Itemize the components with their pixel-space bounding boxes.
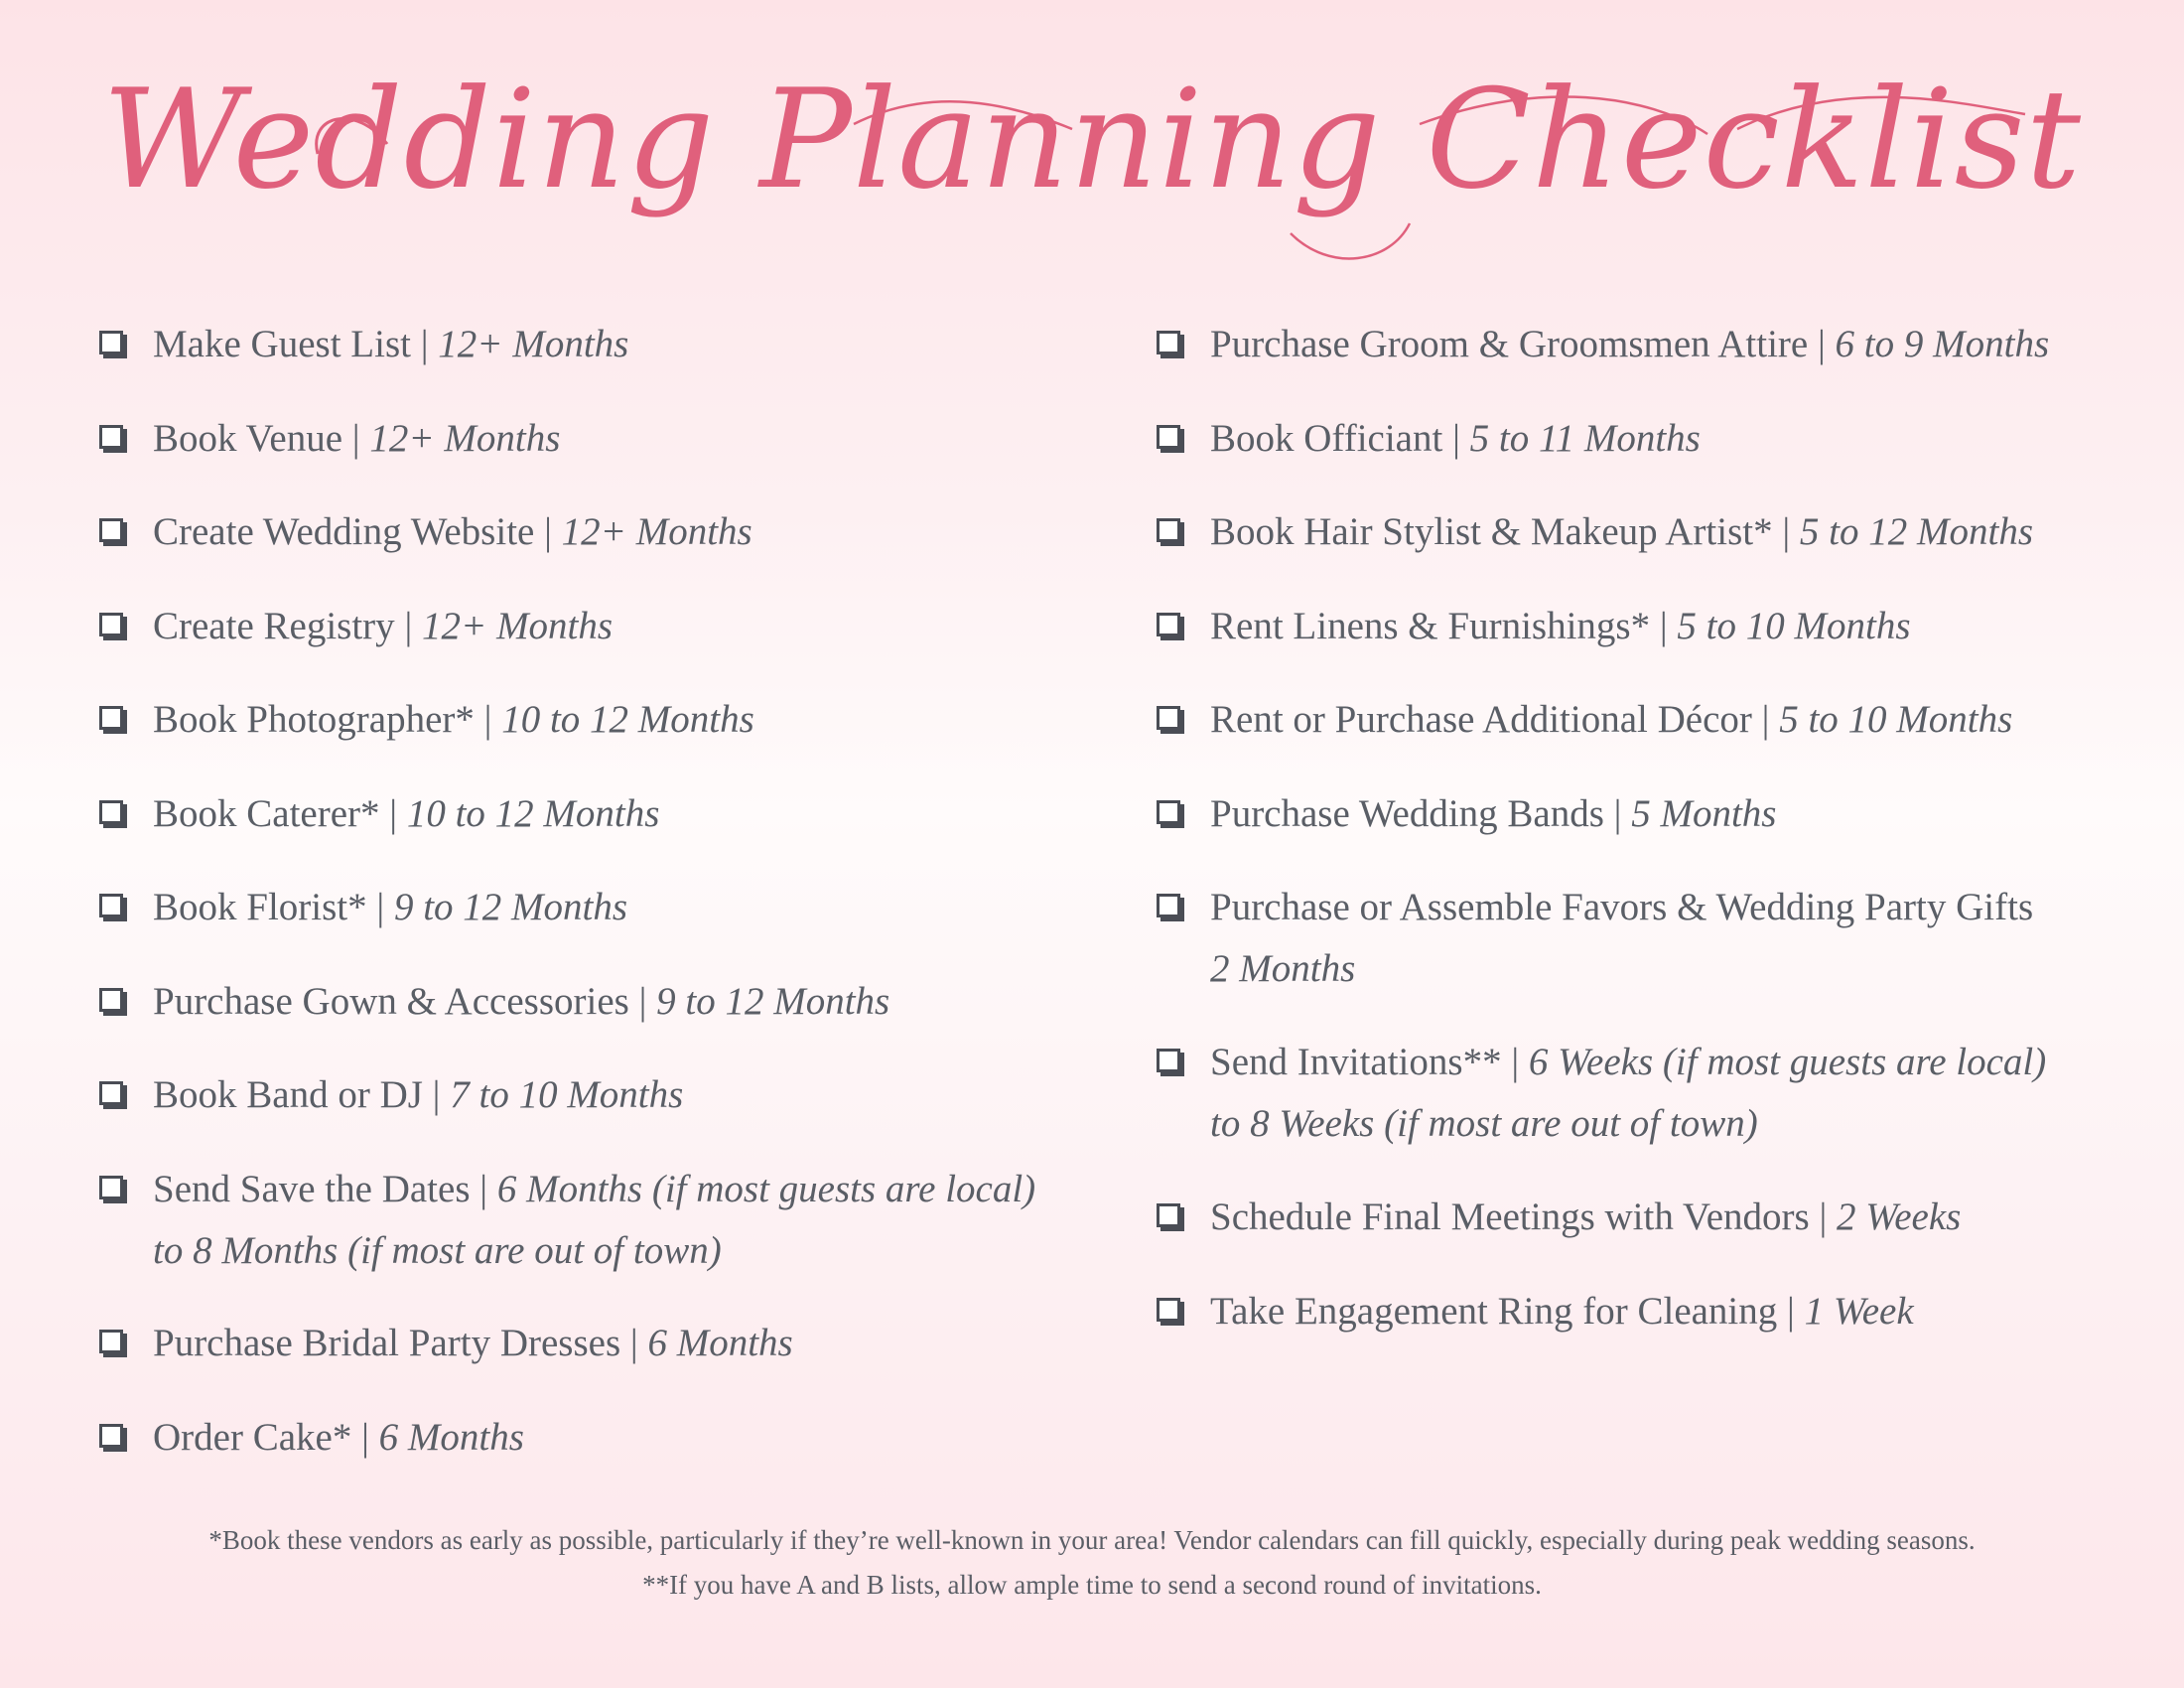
- separator: |: [420, 323, 429, 365]
- time-label-continued: to 8 Weeks (if most are out of town): [1210, 1102, 1758, 1145]
- time-label: 6 Months: [647, 1322, 793, 1364]
- time-label: 5 Months: [1631, 792, 1777, 835]
- checkbox[interactable]: [1157, 331, 1180, 354]
- checkbox[interactable]: [99, 518, 123, 542]
- time-label: 10 to 12 Months: [406, 792, 660, 835]
- time-label: 6 to 9 Months: [1835, 323, 2050, 365]
- time-label: 5 to 11 Months: [1469, 417, 1701, 460]
- checklist-item: [1210, 689, 2012, 751]
- task-label: Send Save the Dates: [153, 1168, 471, 1210]
- checkbox[interactable]: [1157, 894, 1180, 917]
- checkbox[interactable]: [1157, 800, 1180, 824]
- separator: |: [1819, 1196, 1828, 1238]
- checkbox[interactable]: [99, 1424, 123, 1448]
- checklist-item: [153, 501, 752, 563]
- separator: |: [1659, 605, 1668, 647]
- task-label: Book Florist*: [153, 886, 367, 928]
- task-label: Book Venue: [153, 417, 343, 460]
- task-label: Rent Linens & Furnishings*: [1210, 605, 1651, 647]
- checklist-item: [1210, 1187, 1961, 1248]
- checklist-item: [153, 1064, 683, 1126]
- checklist-item: [1210, 314, 2049, 375]
- time-label: 9 to 12 Months: [656, 980, 890, 1023]
- checklist-item: [153, 877, 627, 938]
- checklist-item: [1210, 501, 2033, 563]
- task-label: Book Caterer*: [153, 792, 380, 835]
- checkbox[interactable]: [1157, 706, 1180, 730]
- time-label-continued: 2 Months: [1210, 947, 1356, 990]
- separator: |: [1782, 510, 1791, 553]
- checkbox[interactable]: [99, 894, 123, 917]
- checkbox[interactable]: [99, 800, 123, 824]
- separator: |: [389, 792, 398, 835]
- separator: |: [351, 417, 360, 460]
- time-label: 5 to 12 Months: [1799, 510, 2033, 553]
- task-label: Book Photographer*: [153, 698, 475, 741]
- time-label: 12+ Months: [369, 417, 561, 460]
- checkbox[interactable]: [1157, 1298, 1180, 1322]
- checkbox[interactable]: [99, 425, 123, 449]
- task-label: Purchase Gown & Accessories: [153, 980, 629, 1023]
- separator: |: [1817, 323, 1826, 365]
- time-label: 6 Months (if most guests are local): [496, 1168, 1036, 1210]
- separator: |: [1613, 792, 1622, 835]
- separator: |: [629, 1322, 638, 1364]
- separator: |: [479, 1168, 488, 1210]
- time-label: 6 Months: [378, 1416, 524, 1459]
- task-label: Rent or Purchase Additional Décor: [1210, 698, 1752, 741]
- checklist-item: [153, 783, 659, 845]
- checklist-item: [1210, 877, 2033, 1000]
- checkbox[interactable]: [99, 1330, 123, 1353]
- separator: |: [1511, 1041, 1520, 1083]
- separator: |: [638, 980, 647, 1023]
- checkbox[interactable]: [99, 706, 123, 730]
- separator: |: [361, 1416, 369, 1459]
- task-label: Order Cake*: [153, 1416, 352, 1459]
- task-label: Purchase Groom & Groomsmen Attire: [1210, 323, 1809, 365]
- task-label: Create Registry: [153, 605, 395, 647]
- time-label: 5 to 10 Months: [1677, 605, 1911, 647]
- time-label: 1 Week: [1804, 1290, 1914, 1333]
- footnote-vendors: *Book these vendors as early as possible, particularly if they’re well-known in your area! Vendor calendars can fill quickly, especially during peak wedding seasons.: [208, 1525, 1976, 1555]
- checkbox[interactable]: [1157, 1049, 1180, 1072]
- task-label: Create Wedding Website: [153, 510, 535, 553]
- time-label-continued: to 8 Months (if most are out of town): [153, 1229, 722, 1272]
- task-label: Book Band or DJ: [153, 1073, 423, 1116]
- checklist-item: [153, 408, 560, 470]
- footnote-invitations: **If you have A and B lists, allow ample time to send a second round of invitations.: [642, 1570, 1542, 1600]
- separator: |: [432, 1073, 441, 1116]
- checkbox[interactable]: [99, 331, 123, 354]
- separator: |: [483, 698, 492, 741]
- checklist-item: [1210, 1281, 1914, 1342]
- task-label: Schedule Final Meetings with Vendors: [1210, 1196, 1810, 1238]
- checkbox[interactable]: [1157, 613, 1180, 636]
- time-label: 6 Weeks (if most guests are local): [1528, 1041, 2047, 1083]
- time-label: 9 to 12 Months: [393, 886, 628, 928]
- checkbox[interactable]: [99, 1081, 123, 1105]
- time-label: 10 to 12 Months: [501, 698, 754, 741]
- checklist-item: [1210, 783, 1776, 845]
- checklist-item: [1210, 408, 1701, 470]
- separator: |: [1761, 698, 1770, 741]
- checklist-item: [153, 1407, 524, 1469]
- time-label: 2 Weeks: [1837, 1196, 1962, 1238]
- separator: |: [376, 886, 385, 928]
- time-label: 12+ Months: [422, 605, 614, 647]
- time-label: 5 to 10 Months: [1779, 698, 2013, 741]
- checklist-item: [153, 1313, 793, 1374]
- checkbox[interactable]: [1157, 1203, 1180, 1227]
- checklist-item: [1210, 596, 1911, 657]
- checklist-item: [153, 596, 613, 657]
- checklist-item: [153, 971, 889, 1033]
- task-label: Send Invitations**: [1210, 1041, 1502, 1083]
- checkbox[interactable]: [99, 988, 123, 1012]
- task-label: Purchase Bridal Party Dresses: [153, 1322, 621, 1364]
- separator: |: [404, 605, 413, 647]
- checkbox[interactable]: [1157, 425, 1180, 449]
- task-label: Make Guest List: [153, 323, 411, 365]
- task-label: Book Officiant: [1210, 417, 1443, 460]
- separator: |: [1787, 1290, 1795, 1333]
- task-label: Take Engagement Ring for Cleaning: [1210, 1290, 1778, 1333]
- checkbox[interactable]: [99, 1176, 123, 1199]
- checklist-item: [1210, 1032, 2046, 1155]
- task-label: Purchase or Assemble Favors & Wedding Party Gifts: [1210, 886, 2034, 928]
- time-label: 12+ Months: [561, 510, 752, 553]
- checkbox[interactable]: [1157, 518, 1180, 542]
- time-label: 12+ Months: [438, 323, 629, 365]
- separator: |: [544, 510, 552, 553]
- task-label: Purchase Wedding Bands: [1210, 792, 1604, 835]
- page-title: Wedding Planning Checklist: [102, 60, 2082, 219]
- separator: |: [1452, 417, 1460, 460]
- task-label: Book Hair Stylist & Makeup Artist*: [1210, 510, 1773, 553]
- checklist-item: [153, 314, 628, 375]
- checklist-item: [153, 1159, 1035, 1282]
- time-label: 7 to 10 Months: [450, 1073, 684, 1116]
- checkbox[interactable]: [99, 613, 123, 636]
- checklist-item: [153, 689, 754, 751]
